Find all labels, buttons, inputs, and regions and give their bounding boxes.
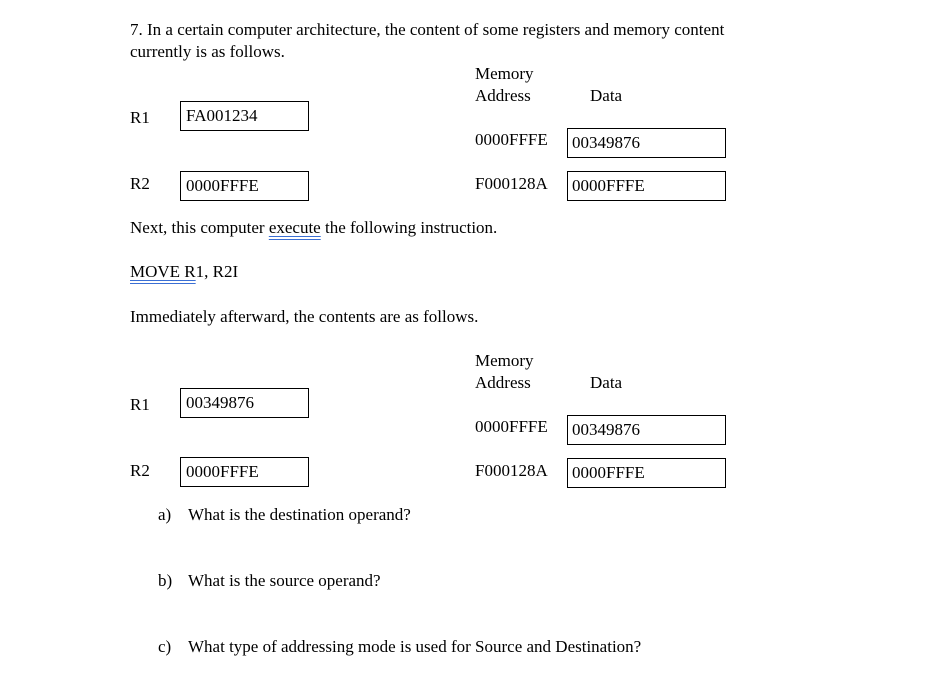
instruction-intro-post: the following instruction. — [320, 218, 498, 237]
r1-label: R1 — [130, 395, 150, 414]
r1-label: R1 — [130, 108, 150, 127]
instruction-intro-pre: Next, this computer — [130, 218, 269, 237]
data-header: Data — [590, 86, 623, 105]
memory-header: Memory — [475, 351, 534, 370]
address-header: Address — [475, 373, 531, 392]
memory-header: Memory — [475, 64, 534, 83]
r2-register-box: 0000FFFE — [180, 457, 309, 487]
mem-data-box-2: 0000FFFE — [567, 171, 726, 201]
subquestion-c-text: What type of addressing mode is used for Source and Destination? — [188, 637, 642, 656]
mem-address-2: F000128A — [475, 174, 548, 193]
subquestion-letter: a) — [158, 505, 172, 524]
mem-address-2: F000128A — [475, 461, 548, 480]
instruction-marked: MOVE R — [130, 262, 196, 281]
mem-address-1: 0000FFFE — [475, 130, 548, 149]
r2-label: R2 — [130, 174, 150, 193]
r2-label: R2 — [130, 461, 150, 480]
subquestion-c — [158, 637, 171, 657]
question-line-1: 7. In a certain computer architecture, the content of some registers and memory content — [130, 20, 725, 39]
mem-data-box-1: 00349876 — [567, 415, 726, 445]
mem-data-box-2: 0000FFFE — [567, 458, 726, 488]
after-intro: Immediately afterward, the contents are as follows. — [130, 307, 479, 326]
question-line-2: currently is as follows. — [130, 42, 285, 61]
subquestion-letter: b) — [158, 571, 173, 590]
instruction — [130, 262, 238, 282]
subquestion-a-text: What is the destination operand? — [188, 505, 411, 524]
subquestion-b — [158, 571, 172, 591]
instruction-intro — [130, 218, 497, 238]
address-header: Address — [475, 86, 531, 105]
subquestion-a — [158, 505, 171, 525]
subquestion-b-text: What is the source operand? — [188, 571, 381, 590]
r1-register-box: 00349876 — [180, 388, 309, 418]
spellcheck-marked-word: execute — [268, 218, 321, 237]
data-header: Data — [590, 373, 623, 392]
mem-address-1: 0000FFFE — [475, 417, 548, 436]
r2-register-box: 0000FFFE — [180, 171, 309, 201]
subquestion-letter: c) — [158, 637, 172, 656]
r1-register-box: FA001234 — [180, 101, 309, 131]
mem-data-box-1: 00349876 — [567, 128, 726, 158]
instruction-rest: 1, R2I — [195, 262, 239, 281]
